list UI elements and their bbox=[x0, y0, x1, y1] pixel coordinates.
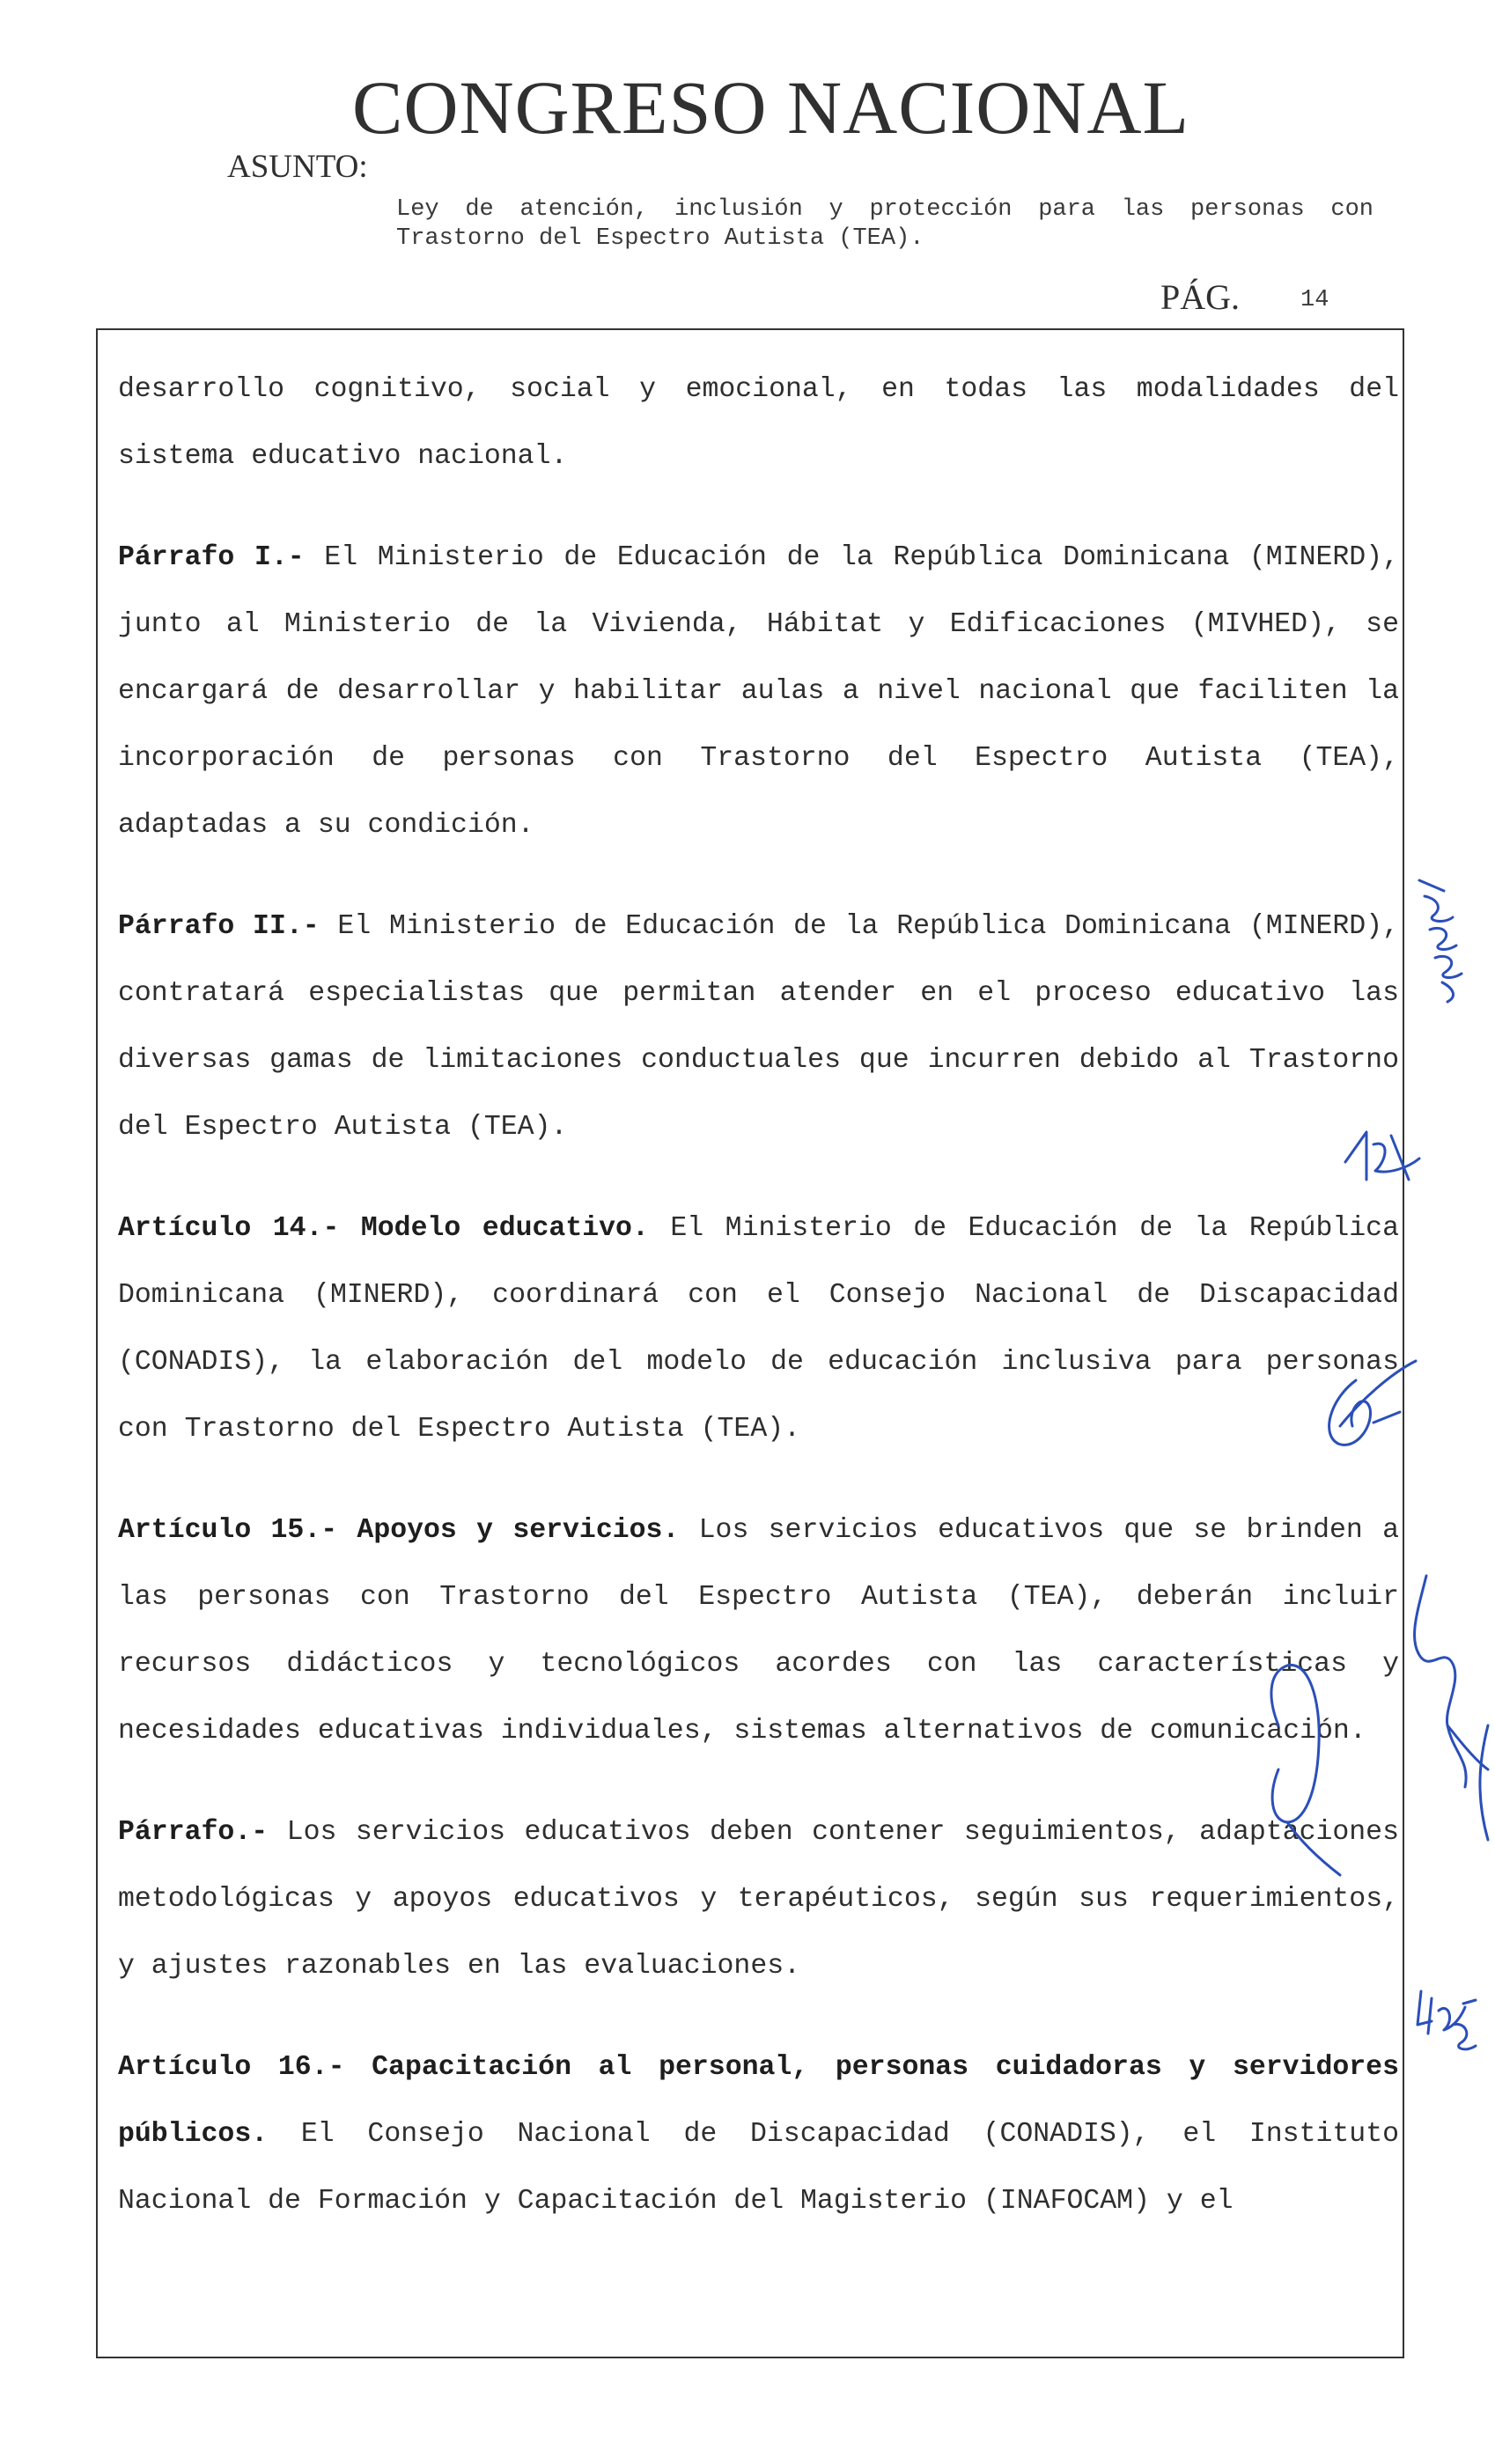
article-heading: Artículo 14.- Modelo educativo. bbox=[118, 1213, 649, 1244]
article-text: El Consejo Nacional de Discapacidad (CONADIS), el Instituto Nacional de Formación y Capacitación del Magisterio (INAFOCAM) y el bbox=[118, 2119, 1399, 2217]
paragraph-text: El Ministerio de Educación de la República Dominicana (MINERD), contratará especialistas que permitan atender en el proceso educativo las diversas gamas de limitaciones conductuales que incurren debido al Trastorno del Espectro Autista (TEA). bbox=[118, 911, 1400, 1143]
margin-number-mark-bottom bbox=[1418, 1991, 1476, 2049]
article-text: Los servicios educativos que se brinden a las personas con Trastorno del Espectro Autista (TEA), deberán incluir recursos didácticos y tecnológicos acordes con las características y necesidades educativas individuales, sistemas alternativos de comunicación. bbox=[118, 1515, 1399, 1747]
paragraph-parrafo-ii bbox=[118, 894, 1399, 1161]
article-16 bbox=[118, 2034, 1399, 2235]
paragraph-text: El Ministerio de Educación de la República Dominicana (MINERD), junto al Ministerio de la Vivienda, Hábitat y Edificaciones (MIVHED), se encargará de desarrollar y habilitar aulas a nivel nacional que faciliten la incorporación de personas con Trastorno del Espectro Autista (TEA), adaptadas a su condición. bbox=[118, 542, 1400, 841]
article-text: El Ministerio de Educación de la República Dominicana (MINERD), coordinará con el Consejo Nacional de Discapacidad (CONADIS), la elaboración del modelo de educación inclusiva para personas con Trastorno del Espectro Autista (TEA). bbox=[118, 1213, 1399, 1445]
page-number: 14 bbox=[1300, 287, 1329, 313]
paragraph-parrafo-i bbox=[118, 525, 1399, 859]
paragraph-heading: Párrafo II.- bbox=[118, 911, 320, 942]
document-body bbox=[118, 357, 1399, 2269]
paragraph-heading: Párrafo.- bbox=[118, 1817, 269, 1848]
paragraph-continuation bbox=[118, 357, 1399, 490]
article-15 bbox=[118, 1497, 1399, 1765]
article-14 bbox=[118, 1195, 1399, 1463]
asunto-label: ASUNTO: bbox=[227, 149, 368, 185]
paragraph-heading: Párrafo I.- bbox=[118, 542, 305, 573]
article-heading: Artículo 15.- Apoyos y servicios. bbox=[118, 1515, 680, 1546]
margin-number-mark-top bbox=[1419, 880, 1462, 1002]
paragraph-text: desarrollo cognitivo, social y emocional, en todas las modalidades del sistema educativo nacional. bbox=[118, 374, 1399, 472]
paragraph-parrafo bbox=[118, 1799, 1399, 2000]
header-title: CONGRESO NACIONAL bbox=[352, 65, 1190, 150]
paragraph-text: Los servicios educativos deben contener seguimientos, adaptaciones metodológicas y apoyos educativos y terapéuticos, según sus requerimientos, y ajustes razonables en las evaluaciones. bbox=[118, 1817, 1399, 1982]
asunto-text: Ley de atención, inclusión y protección para las personas con Trastorno del Espectro Autista (TEA). bbox=[396, 196, 1373, 252]
article-heading: Artículo 16.- Capacitación al personal, personas cuidadoras y servidores públicos. bbox=[118, 2052, 1399, 2150]
page-label: PÁG. bbox=[1160, 277, 1241, 317]
signature-mark-large bbox=[1415, 1576, 1488, 1840]
